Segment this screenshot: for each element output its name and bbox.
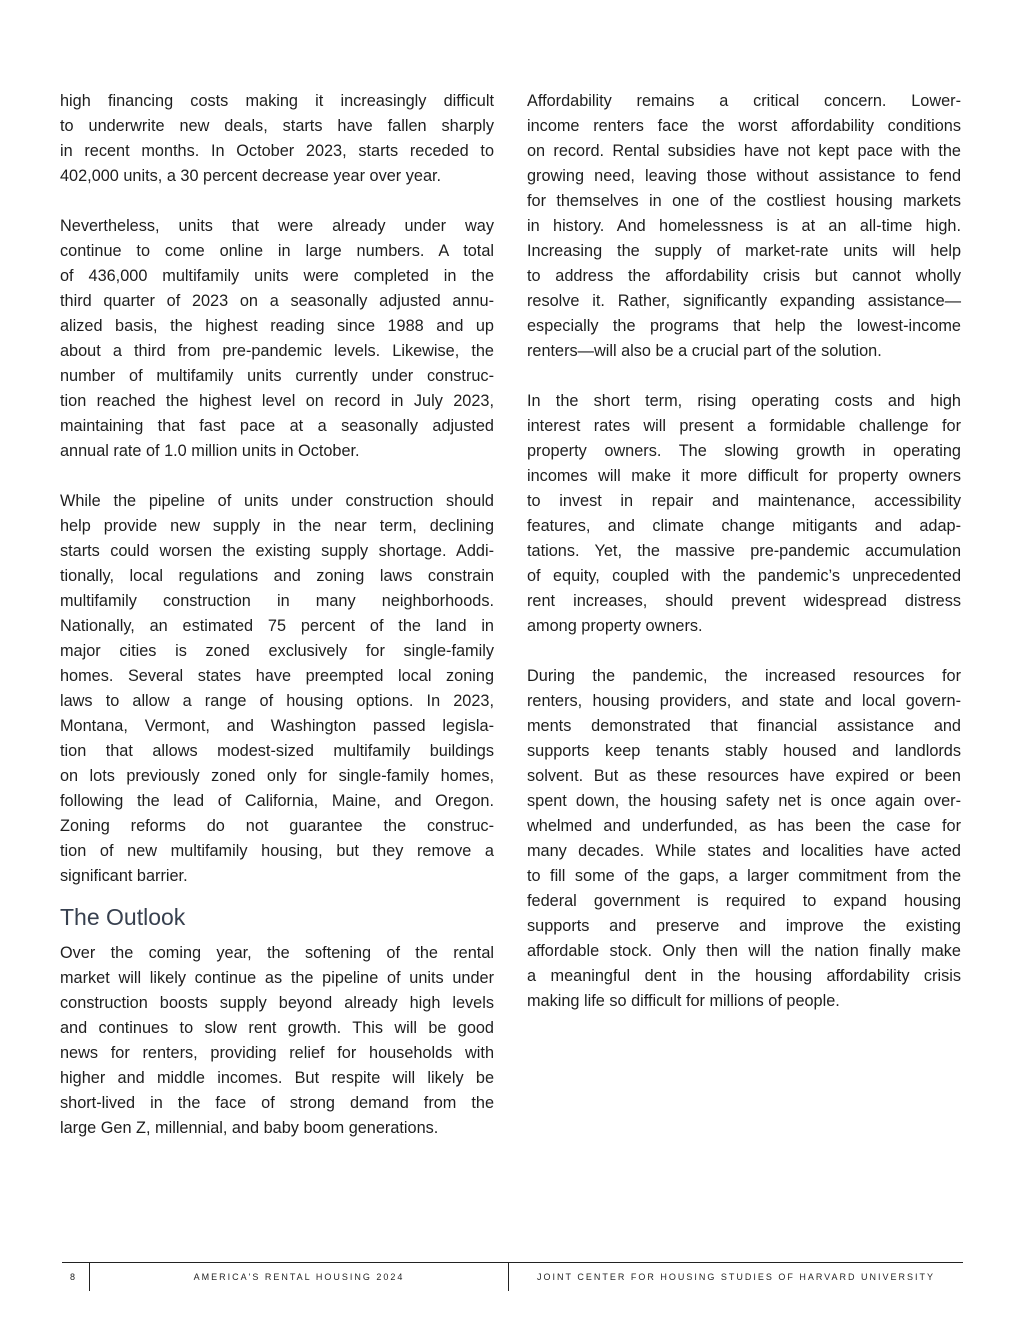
text-line: During the pandemic, the increased resources for bbox=[527, 667, 961, 685]
organization-name: JOINT CENTER FOR HOUSING STUDIES OF HARVARD UNIVERSITY bbox=[536, 1272, 936, 1282]
text-line: multifamily construction in many neighborhoods. bbox=[60, 592, 494, 610]
text-line: tion of new multifamily housing, but they remove a bbox=[60, 842, 494, 860]
text-line: rent increases, should prevent widespread distress bbox=[527, 592, 961, 610]
text-line: following the lead of California, Maine, and Oregon. bbox=[60, 792, 494, 810]
text-line: of 436,000 multifamily units were completed in the bbox=[60, 267, 494, 285]
text-line: maintaining that fast pace at a seasonally adjusted bbox=[60, 417, 494, 435]
text-line: a meaningful dent in the housing affordability crisis bbox=[527, 967, 961, 985]
page-number: 8 bbox=[70, 1272, 76, 1282]
text-line: many decades. While states and localities have acted bbox=[527, 842, 961, 860]
text-line: and continues to slow rent growth. This will be good bbox=[60, 1019, 494, 1037]
text-line: especially the programs that help the lowest-income bbox=[527, 317, 961, 335]
paragraph bbox=[527, 389, 961, 639]
text-line: for themselves in one of the costliest housing markets bbox=[527, 192, 961, 210]
text-line: Increasing the supply of market-rate units will help bbox=[527, 242, 961, 260]
text-line: large Gen Z, millennial, and baby boom generations. bbox=[60, 1119, 439, 1137]
text-line: continue to come online in large numbers. A total bbox=[60, 242, 494, 260]
text-line: starts could worsen the existing supply shortage. Addi- bbox=[60, 542, 494, 560]
left-column bbox=[60, 89, 494, 1166]
text-line: higher and middle incomes. But respite will likely be bbox=[60, 1069, 494, 1087]
text-line: spent down, the housing safety net is once again over- bbox=[527, 792, 961, 810]
text-line: features, and climate change mitigants and adap- bbox=[527, 517, 961, 535]
text-line: about a third from pre-pandemic levels. Likewise, the bbox=[60, 342, 494, 360]
text-line: Nationally, an estimated 75 percent of the land in bbox=[60, 617, 494, 635]
text-line: income renters face the worst affordability conditions bbox=[527, 117, 961, 135]
paragraph bbox=[60, 941, 494, 1141]
text-line: high financing costs making it increasingly difficult bbox=[60, 92, 494, 110]
text-line: tionally, local regulations and zoning laws constrain bbox=[60, 567, 494, 585]
text-line: federal government is required to expand housing bbox=[527, 892, 961, 910]
text-line: among property owners. bbox=[527, 617, 703, 635]
text-line: in history. And homelessness is at an all-time high. bbox=[527, 217, 961, 235]
text-line: to fill some of the gaps, a larger commitment from the bbox=[527, 867, 961, 885]
text-line: Zoning reforms do not guarantee the construc- bbox=[60, 817, 494, 835]
text-line: number of multifamily units currently under construc- bbox=[60, 367, 494, 385]
text-line: short-lived in the face of strong demand from the bbox=[60, 1094, 494, 1112]
text-line: significant barrier. bbox=[60, 867, 188, 885]
text-line: supports and preserve and improve the existing bbox=[527, 917, 961, 935]
text-line: third quarter of 2023 on a seasonally adjusted annu- bbox=[60, 292, 494, 310]
text-line: While the pipeline of units under construction should bbox=[60, 492, 494, 510]
text-line: laws to allow a range of housing options. In 2023, bbox=[60, 692, 494, 710]
paragraph bbox=[527, 664, 961, 1014]
text-line: growing need, leaving those without assistance to fend bbox=[527, 167, 961, 185]
text-line: property owners. The slowing growth in operating bbox=[527, 442, 961, 460]
text-line: of equity, coupled with the pandemic’s unprecedented bbox=[527, 567, 961, 585]
paragraph bbox=[60, 214, 494, 464]
right-column bbox=[527, 89, 961, 1039]
text-line: ments demonstrated that financial assistance and bbox=[527, 717, 961, 735]
text-line: to address the affordability crisis but cannot wholly bbox=[527, 267, 961, 285]
text-line: Nevertheless, units that were already under way bbox=[60, 217, 494, 235]
text-line: alized basis, the highest reading since 1988 and up bbox=[60, 317, 494, 335]
text-line: homes. Several states have preempted local zoning bbox=[60, 667, 494, 685]
text-line: supports keep tenants stably housed and landlords bbox=[527, 742, 961, 760]
text-line: Affordability remains a critical concern. Lower- bbox=[527, 92, 961, 110]
text-line: tion reached the highest level on record in July 2023, bbox=[60, 392, 494, 410]
text-line: construction boosts supply beyond already high levels bbox=[60, 994, 494, 1012]
paragraph bbox=[527, 89, 961, 364]
text-line: incomes will make it more difficult for property owners bbox=[527, 467, 961, 485]
text-line: help provide new supply in the near term, declining bbox=[60, 517, 494, 535]
text-line: annual rate of 1.0 million units in October. bbox=[60, 442, 360, 460]
text-line: making life so difficult for millions of people. bbox=[527, 992, 840, 1010]
text-line: on record. Rental subsidies have not kept pace with the bbox=[527, 142, 961, 160]
text-line: on lots previously zoned only for single-family homes, bbox=[60, 767, 494, 785]
text-line: affordable stock. Only then will the nation finally make bbox=[527, 942, 961, 960]
text-line: 402,000 units, a 30 percent decrease year over year. bbox=[60, 167, 442, 185]
text-line: Montana, Vermont, and Washington passed legisla- bbox=[60, 717, 494, 735]
text-line: In the short term, rising operating costs and high bbox=[527, 392, 961, 410]
text-line: renters, housing providers, and state and local govern- bbox=[527, 692, 961, 710]
text-line: tations. Yet, the massive pre-pandemic accumulation bbox=[527, 542, 961, 560]
text-line: solvent. But as these resources have expired or been bbox=[527, 767, 961, 785]
text-line: whelmed and underfunded, as has been the case for bbox=[527, 817, 961, 835]
text-line: resolve it. Rather, significantly expanding assistance— bbox=[527, 292, 961, 310]
text-line: in recent months. In October 2023, starts receded to bbox=[60, 142, 494, 160]
text-line: interest rates will present a formidable challenge for bbox=[527, 417, 961, 435]
paragraph bbox=[60, 89, 494, 189]
text-line: Over the coming year, the softening of the rental bbox=[60, 944, 494, 962]
text-line: major cities is zoned exclusively for single-family bbox=[60, 642, 494, 660]
paragraph bbox=[60, 489, 494, 889]
text-line: to underwrite new deals, starts have fallen sharply bbox=[60, 117, 494, 135]
text-line: news for renters, providing relief for households with bbox=[60, 1044, 494, 1062]
publication-title: AMERICA'S RENTAL HOUSING 2024 bbox=[193, 1272, 405, 1282]
text-line: renters—will also be a crucial part of the solution. bbox=[527, 342, 882, 360]
section-heading-outlook: The Outlook bbox=[60, 904, 186, 930]
text-line: tion that allows modest-sized multifamily buildings bbox=[60, 742, 494, 760]
text-line: market will likely continue as the pipeline of units under bbox=[60, 969, 494, 987]
page-footer bbox=[62, 1263, 963, 1291]
text-line: to invest in repair and maintenance, accessibility bbox=[527, 492, 961, 510]
